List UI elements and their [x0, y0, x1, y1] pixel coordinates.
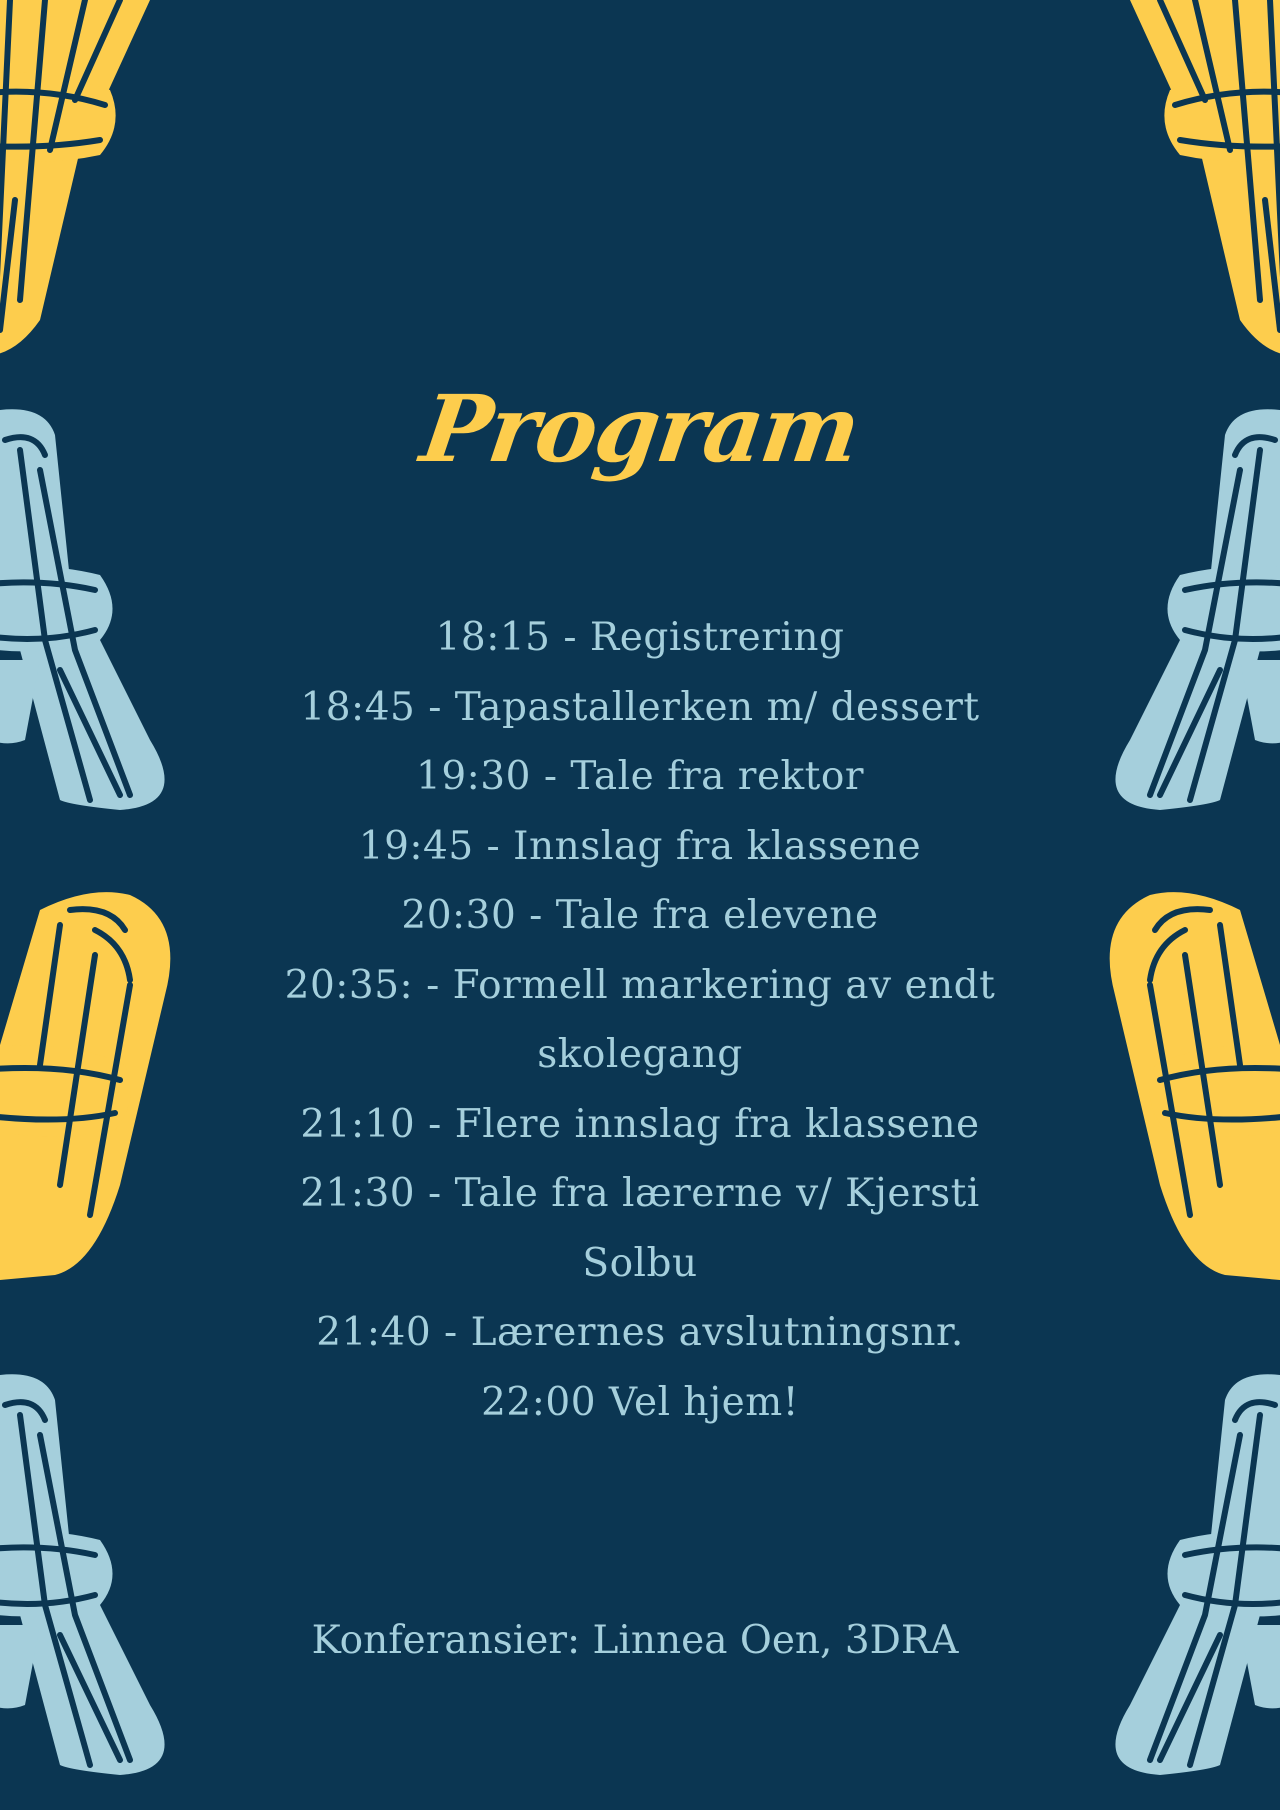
- host-credit: Konferansier: Linnea Oen, 3DRA: [311, 1618, 959, 1663]
- page-title: Program: [415, 375, 865, 483]
- schedule-item: 20:30 - Tale fra elevene: [401, 893, 879, 938]
- schedule-item: 22:00 Vel hjem!: [481, 1379, 799, 1425]
- schedule-item: 21:10 - Flere innslag fra klassene: [300, 1101, 980, 1147]
- program-schedule: [270, 603, 1010, 1437]
- schedule-item: 18:15 - Registrering: [435, 615, 845, 660]
- schedule-item: 21:30 - Tale fra lærerne v/ Kjersti Solbu: [300, 1171, 980, 1286]
- schedule-item: 19:45 - Innslag fra klassene: [358, 823, 922, 869]
- schedule-item: 19:30 - Tale fra rektor: [416, 754, 864, 799]
- schedule-item: 21:40 - Lærernes avslutningsnr.: [316, 1310, 964, 1355]
- schedule-item: 18:45 - Tapastallerken m/ dessert: [300, 684, 980, 730]
- schedule-item: 20:35: - Formell markering av endt skolegang: [284, 962, 996, 1077]
